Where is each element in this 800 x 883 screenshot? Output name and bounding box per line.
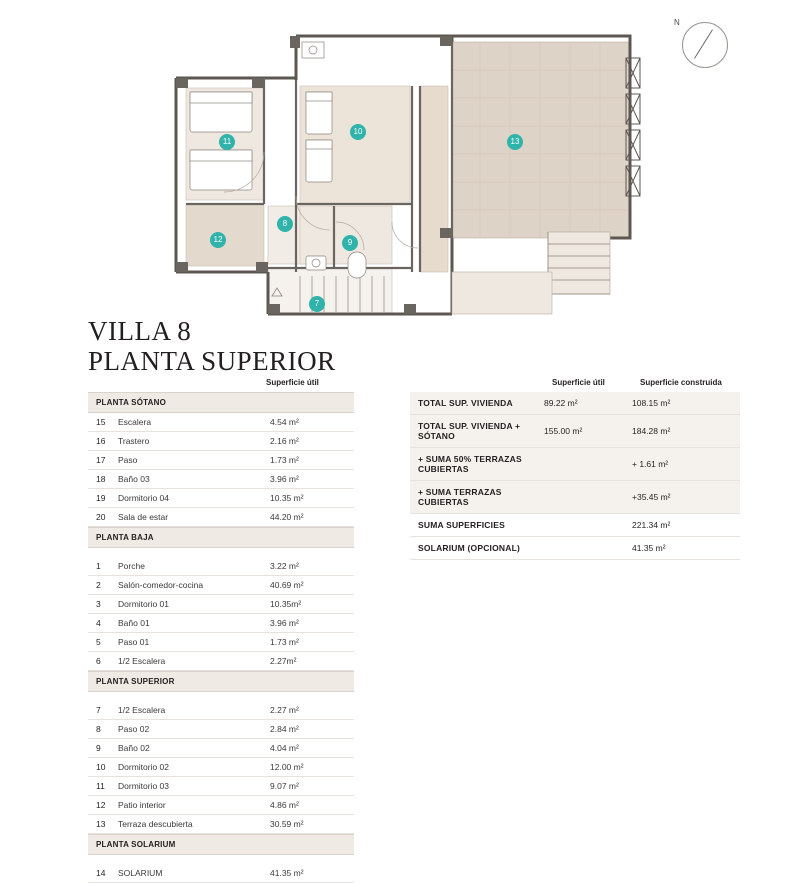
left-table-header [88,378,354,392]
row-value-util: 155.00 m² [544,426,583,436]
row-value-construida: 184.28 m² [632,426,671,436]
header-superficie-util: Superficie útil [552,378,605,387]
row-number: 17 [96,455,106,465]
row-label: Baño 02 [118,743,150,753]
row-value: 2.16 m² [270,436,299,446]
row-value: 41.35 m² [270,868,304,878]
row-label: Baño 03 [118,474,150,484]
row-number: 18 [96,474,106,484]
row-label: Paso [118,455,138,465]
table-row [88,739,354,758]
surface-table-left [88,378,354,883]
row-value: 10.35m² [270,599,302,609]
row-label: Dormitorio 02 [118,762,170,772]
row-value: 1.73 m² [270,455,299,465]
row-value: 2.84 m² [270,724,299,734]
row-label: TOTAL SUP. VIVIENDA + SÓTANO [418,421,521,441]
row-label: TOTAL SUP. VIVIENDA [418,398,513,408]
table-row [88,701,354,720]
table-row [88,432,354,451]
row-value: 10.35 m² [270,493,304,503]
title-villa: VILLA 8 [88,316,192,346]
row-label: SOLARIUM [118,868,163,878]
table-row [88,413,354,432]
row-value: 4.04 m² [270,743,299,753]
row-label: SUMA SUPERFICIES [418,520,505,530]
row-number: 3 [96,599,101,609]
table-row [88,508,354,527]
summary-row-50-terrazas [410,448,740,481]
summary-row-terrazas-cubiertas [410,481,740,514]
row-label: Trastero [118,436,150,446]
row-number: 20 [96,512,106,522]
row-number: 16 [96,436,106,446]
section-header-solarium [88,834,354,855]
row-label: Sala de estar [118,512,169,522]
row-value: 30.59 m² [270,819,304,829]
summary-row-solarium-opcional [410,537,740,560]
row-label: 1/2 Escalera [118,705,166,715]
row-label: Dormitorio 04 [118,493,170,503]
row-number: 1 [96,561,101,571]
spacer [88,855,354,864]
header-superficie-util: Superficie útil [266,378,319,387]
room-badge-12: 12 [210,232,226,248]
room-badge-11: 11 [219,134,235,150]
floor-plan-drawing [0,0,800,320]
row-value: 2.27m² [270,656,297,666]
section-header-superior [88,671,354,692]
row-label: SOLARIUM (OPCIONAL) [418,543,521,553]
room-badge-13: 13 [507,134,523,150]
title-floor: PLANTA SUPERIOR [88,346,336,376]
row-number: 14 [96,868,106,878]
table-row [88,595,354,614]
row-label: Terraza descubierta [118,819,193,829]
section-label: PLANTA BAJA [96,533,154,542]
summary-row-suma-superficies [410,514,740,537]
table-row [88,777,354,796]
row-value: 40.69 m² [270,580,304,590]
row-label: Dormitorio 03 [118,781,170,791]
row-number: 19 [96,493,106,503]
spacer [88,548,354,557]
row-value: 1.73 m² [270,637,299,647]
row-number: 15 [96,417,106,427]
row-label: Patio interior [118,800,166,810]
row-value: 3.22 m² [270,561,299,571]
row-number: 13 [96,819,106,829]
right-table-header [410,378,740,392]
section-label: PLANTA SOLARIUM [96,840,176,849]
table-row [88,470,354,489]
section-label: PLANTA SÓTANO [96,398,167,407]
row-number: 5 [96,637,101,647]
row-label: Paso 01 [118,637,150,647]
table-row [88,796,354,815]
table-row [88,489,354,508]
row-label: + SUMA TERRAZAS CUBIERTAS [418,487,502,507]
row-label: Paso 02 [118,724,150,734]
row-label: Salón-comedor-cocina [118,580,204,590]
table-row [88,451,354,470]
row-label: 1/2 Escalera [118,656,166,666]
section-label: PLANTA SUPERIOR [96,677,175,686]
table-row [88,758,354,777]
row-number: 4 [96,618,101,628]
row-value-construida: 41.35 m² [632,543,666,553]
table-row [88,720,354,739]
row-number: 10 [96,762,106,772]
table-row [88,652,354,671]
row-number: 2 [96,580,101,590]
room-badge-8: 8 [277,216,293,232]
row-value: 4.86 m² [270,800,299,810]
row-label: Escalera [118,417,152,427]
row-value-construida: + 1.61 m² [632,459,669,469]
row-number: 12 [96,800,106,810]
row-value-construida: +35.45 m² [632,492,671,502]
table-row [88,557,354,576]
table-row [88,576,354,595]
page-title [88,316,336,376]
row-value: 2.27 m² [270,705,299,715]
row-value: 12.00 m² [270,762,304,772]
row-number: 9 [96,743,101,753]
header-superficie-construida: Superficie construida [640,378,722,387]
table-row [88,633,354,652]
floor-plan [0,0,800,320]
row-value: 4.54 m² [270,417,299,427]
room-badge-10: 10 [350,124,366,140]
compass-north-label: N [674,18,680,27]
compass-icon [674,18,728,68]
table-row [88,614,354,633]
row-label: Dormitorio 01 [118,599,170,609]
row-value: 3.96 m² [270,618,299,628]
row-value: 3.96 m² [270,474,299,484]
row-number: 8 [96,724,101,734]
room-badge-7: 7 [309,296,325,312]
surface-summary-table [410,378,740,560]
row-value: 44.20 m² [270,512,304,522]
row-label: + SUMA 50% TERRAZAS CUBIERTAS [418,454,522,474]
summary-row-total-vivienda-sotano [410,415,740,448]
table-row [88,815,354,834]
row-value: 9.07 m² [270,781,299,791]
row-value-construida: 221.34 m² [632,520,671,530]
summary-row-total-vivienda [410,392,740,415]
row-number: 7 [96,705,101,715]
row-number: 6 [96,656,101,666]
row-label: Baño 01 [118,618,150,628]
row-label: Porche [118,561,145,571]
row-number: 11 [96,781,105,791]
spacer [88,692,354,701]
room-badge-9: 9 [342,235,358,251]
section-header-baja [88,527,354,548]
section-header-sotano [88,392,354,413]
row-value-util: 89.22 m² [544,398,578,408]
row-value-construida: 108.15 m² [632,398,671,408]
